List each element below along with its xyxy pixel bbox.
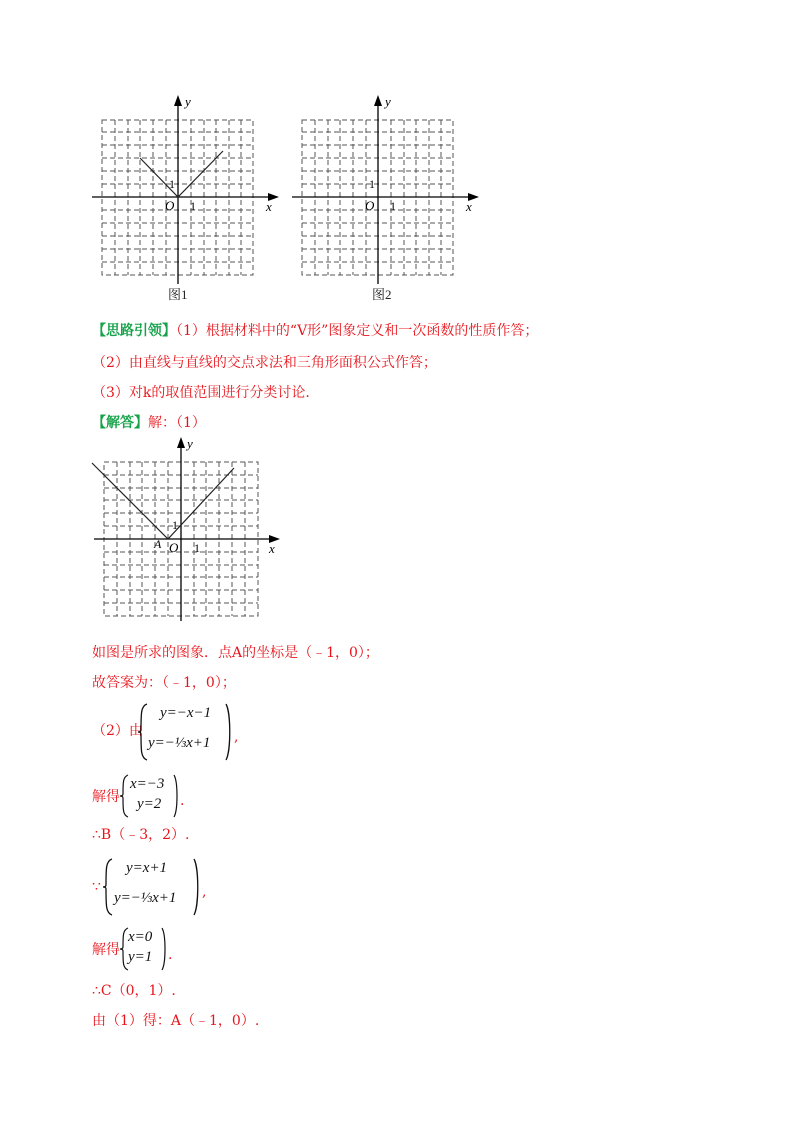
brace-left-1 — [137, 703, 149, 761]
brace-right-2 — [172, 774, 180, 818]
axes — [94, 440, 276, 621]
hint-line-3: （3）对k的取值范围进行分类讨论. — [92, 385, 310, 401]
solve2-prefix: 解得 — [92, 942, 120, 958]
y-axis-label: y — [185, 94, 191, 109]
because-symbol: ∵ — [92, 879, 101, 895]
hint-line-2: （2）由直线与直线的交点求法和三角形面积公式作答； — [92, 355, 437, 371]
y-axis-arrow — [174, 95, 182, 106]
brace-left-2 — [120, 774, 130, 818]
tick-y-one: 1 — [172, 518, 178, 532]
origin-label: O — [169, 540, 179, 555]
sol1-eq2: y=2 — [137, 796, 162, 812]
x-axis-label: x — [466, 199, 472, 214]
period-2: . — [168, 947, 173, 963]
figure-1-graph — [90, 92, 290, 292]
hint-tag: 【思路引领】 — [92, 323, 176, 339]
figure-2-caption: 图2 — [372, 287, 392, 302]
figure-1-caption: 图1 — [168, 287, 188, 302]
tick-y-one: 1 — [169, 177, 175, 191]
period-1: . — [180, 793, 185, 809]
origin-label: O — [165, 198, 175, 213]
answer-point-a: 如图是所求的图象．点A的坐标是（﹣1，0）； — [92, 645, 379, 661]
y-axis-arrow — [374, 95, 382, 106]
part2-prefix: （2）由 — [92, 723, 143, 739]
solve1-prefix: 解得 — [92, 789, 120, 805]
y-axis-label: y — [187, 436, 193, 451]
answer-heading — [92, 414, 206, 432]
y-axis-arrow — [177, 437, 185, 448]
tick-x-one: 1 — [194, 541, 200, 555]
answer-tag: 【解答】 — [92, 415, 148, 431]
sys1-eq2: y=−⅓x+1 — [148, 735, 211, 751]
sol1-eq1: x=−3 — [130, 776, 165, 792]
brace-right-3 — [192, 858, 202, 916]
sol2-eq1: x=0 — [128, 929, 153, 945]
hint-line-1 — [92, 322, 538, 340]
therefore-c: ∴C（0，1）. — [92, 983, 176, 999]
origin-label: O — [365, 198, 375, 213]
sys1-eq1: y=−x−1 — [160, 705, 212, 721]
brace-right-1 — [224, 703, 234, 761]
comma-1: , — [234, 729, 239, 745]
figure-2-graph — [290, 92, 490, 292]
x-axis-label: x — [266, 199, 272, 214]
sys2-eq2: y=−⅓x+1 — [114, 890, 177, 906]
y-axis-label: y — [385, 94, 391, 109]
axes — [292, 98, 475, 284]
answer-graph — [88, 436, 288, 626]
sol2-eq2: y=1 — [128, 949, 153, 965]
tick-x-one: 1 — [190, 199, 196, 213]
answer-intro: 解：（1） — [148, 415, 206, 431]
therefore-b: ∴B（﹣3，2）. — [92, 827, 190, 843]
comma-2: , — [202, 884, 207, 900]
tick-y-one: 1 — [369, 177, 375, 191]
answer-final-1: 故答案为：（﹣1，0）； — [92, 675, 236, 691]
hint-text-1: （1）根据材料中的“V形”图象定义和一次函数的性质作答； — [176, 323, 539, 339]
x-axis-label: x — [269, 541, 275, 556]
tick-x-one: 1 — [390, 199, 396, 213]
point-a-label: A — [154, 537, 162, 551]
sys2-eq1: y=x+1 — [126, 860, 168, 876]
brace-left-3 — [102, 858, 114, 916]
v-graph-line — [92, 463, 234, 539]
from-part-1: 由（1）得：A（﹣1，0）. — [92, 1013, 260, 1029]
brace-right-4 — [160, 927, 168, 971]
